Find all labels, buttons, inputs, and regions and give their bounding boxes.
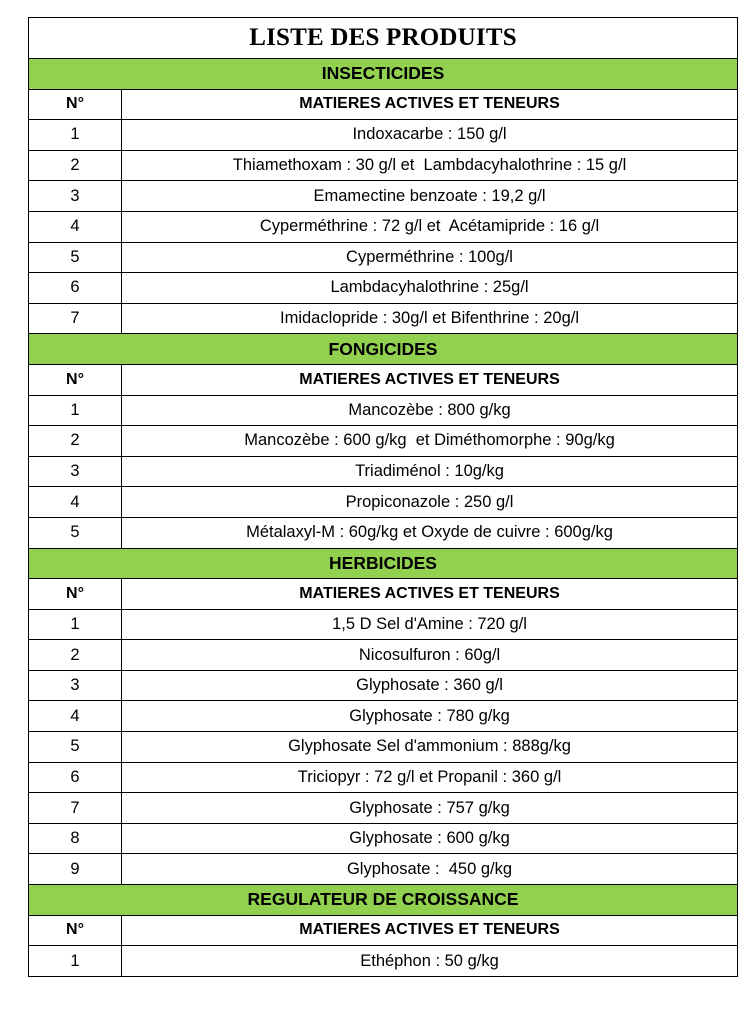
column-header-active-ingredients: MATIERES ACTIVES ET TENEURS bbox=[122, 364, 738, 395]
row-number: 3 bbox=[29, 181, 122, 212]
section-row-regulateur-de-croissance bbox=[29, 885, 738, 916]
table-row bbox=[29, 732, 738, 763]
row-active-ingredients: 1,5 D Sel d'Amine : 720 g/l bbox=[122, 609, 738, 640]
row-number: 3 bbox=[29, 456, 122, 487]
table-row bbox=[29, 701, 738, 732]
section-title: REGULATEUR DE CROISSANCE bbox=[29, 885, 738, 916]
row-active-ingredients: Lambdacyhalothrine : 25g/l bbox=[122, 273, 738, 304]
row-number: 4 bbox=[29, 701, 122, 732]
table-row bbox=[29, 517, 738, 548]
row-active-ingredients: Thiamethoxam : 30 g/l et Lambdacyhalothrine : 15 g/l bbox=[122, 150, 738, 181]
row-number: 7 bbox=[29, 303, 122, 334]
row-number: 1 bbox=[29, 946, 122, 977]
row-number: 5 bbox=[29, 517, 122, 548]
row-number: 2 bbox=[29, 640, 122, 671]
row-number: 4 bbox=[29, 487, 122, 518]
column-header-number: N° bbox=[29, 89, 122, 120]
row-number: 5 bbox=[29, 732, 122, 763]
row-active-ingredients: Nicosulfuron : 60g/l bbox=[122, 640, 738, 671]
row-active-ingredients: Imidaclopride : 30g/l et Bifenthrine : 20g/l bbox=[122, 303, 738, 334]
section-title: INSECTICIDES bbox=[29, 59, 738, 90]
table-row bbox=[29, 456, 738, 487]
row-active-ingredients: Glyphosate : 450 g/kg bbox=[122, 854, 738, 885]
row-active-ingredients: Cyperméthrine : 72 g/l et Acétamipride : 16 g/l bbox=[122, 211, 738, 242]
column-header-number: N° bbox=[29, 364, 122, 395]
products-table-body bbox=[29, 18, 738, 977]
table-row bbox=[29, 120, 738, 151]
section-row-insecticides bbox=[29, 59, 738, 90]
column-header-number: N° bbox=[29, 915, 122, 946]
table-row bbox=[29, 303, 738, 334]
column-header-row bbox=[29, 364, 738, 395]
row-active-ingredients: Propiconazole : 250 g/l bbox=[122, 487, 738, 518]
row-number: 2 bbox=[29, 426, 122, 457]
table-row bbox=[29, 487, 738, 518]
table-row bbox=[29, 273, 738, 304]
row-number: 4 bbox=[29, 211, 122, 242]
row-active-ingredients: Mancozèbe : 800 g/kg bbox=[122, 395, 738, 426]
row-active-ingredients: Triciopyr : 72 g/l et Propanil : 360 g/l bbox=[122, 762, 738, 793]
table-row bbox=[29, 426, 738, 457]
section-row-fongicides bbox=[29, 334, 738, 365]
row-active-ingredients: Glyphosate : 600 g/kg bbox=[122, 823, 738, 854]
row-active-ingredients: Emamectine benzoate : 19,2 g/l bbox=[122, 181, 738, 212]
section-title: HERBICIDES bbox=[29, 548, 738, 579]
column-header-active-ingredients: MATIERES ACTIVES ET TENEURS bbox=[122, 915, 738, 946]
table-row bbox=[29, 395, 738, 426]
row-active-ingredients: Glyphosate : 780 g/kg bbox=[122, 701, 738, 732]
table-row bbox=[29, 946, 738, 977]
row-active-ingredients: Mancozèbe : 600 g/kg et Diméthomorphe : 90g/kg bbox=[122, 426, 738, 457]
column-header-row bbox=[29, 915, 738, 946]
table-row bbox=[29, 640, 738, 671]
column-header-row bbox=[29, 89, 738, 120]
row-number: 1 bbox=[29, 120, 122, 151]
title-row bbox=[29, 18, 738, 59]
row-active-ingredients: Cyperméthrine : 100g/l bbox=[122, 242, 738, 273]
row-number: 9 bbox=[29, 854, 122, 885]
row-number: 3 bbox=[29, 670, 122, 701]
row-active-ingredients: Glyphosate : 757 g/kg bbox=[122, 793, 738, 824]
column-header-active-ingredients: MATIERES ACTIVES ET TENEURS bbox=[122, 579, 738, 610]
row-active-ingredients: Glyphosate : 360 g/l bbox=[122, 670, 738, 701]
column-header-number: N° bbox=[29, 579, 122, 610]
table-row bbox=[29, 181, 738, 212]
row-active-ingredients: Indoxacarbe : 150 g/l bbox=[122, 120, 738, 151]
page-title: LISTE DES PRODUITS bbox=[29, 18, 738, 59]
column-header-active-ingredients: MATIERES ACTIVES ET TENEURS bbox=[122, 89, 738, 120]
row-number: 1 bbox=[29, 609, 122, 640]
row-number: 6 bbox=[29, 762, 122, 793]
section-row-herbicides bbox=[29, 548, 738, 579]
table-row bbox=[29, 793, 738, 824]
section-title: FONGICIDES bbox=[29, 334, 738, 365]
table-row bbox=[29, 670, 738, 701]
row-number: 2 bbox=[29, 150, 122, 181]
table-row bbox=[29, 150, 738, 181]
table-row bbox=[29, 854, 738, 885]
row-number: 5 bbox=[29, 242, 122, 273]
row-active-ingredients: Triadiménol : 10g/kg bbox=[122, 456, 738, 487]
row-number: 8 bbox=[29, 823, 122, 854]
table-row bbox=[29, 823, 738, 854]
table-row bbox=[29, 242, 738, 273]
table-row bbox=[29, 762, 738, 793]
row-active-ingredients: Ethéphon : 50 g/kg bbox=[122, 946, 738, 977]
table-row bbox=[29, 211, 738, 242]
table-row bbox=[29, 609, 738, 640]
row-active-ingredients: Métalaxyl-M : 60g/kg et Oxyde de cuivre : 600g/kg bbox=[122, 517, 738, 548]
row-active-ingredients: Glyphosate Sel d'ammonium : 888g/kg bbox=[122, 732, 738, 763]
row-number: 6 bbox=[29, 273, 122, 304]
row-number: 1 bbox=[29, 395, 122, 426]
products-table bbox=[28, 17, 738, 977]
column-header-row bbox=[29, 579, 738, 610]
row-number: 7 bbox=[29, 793, 122, 824]
